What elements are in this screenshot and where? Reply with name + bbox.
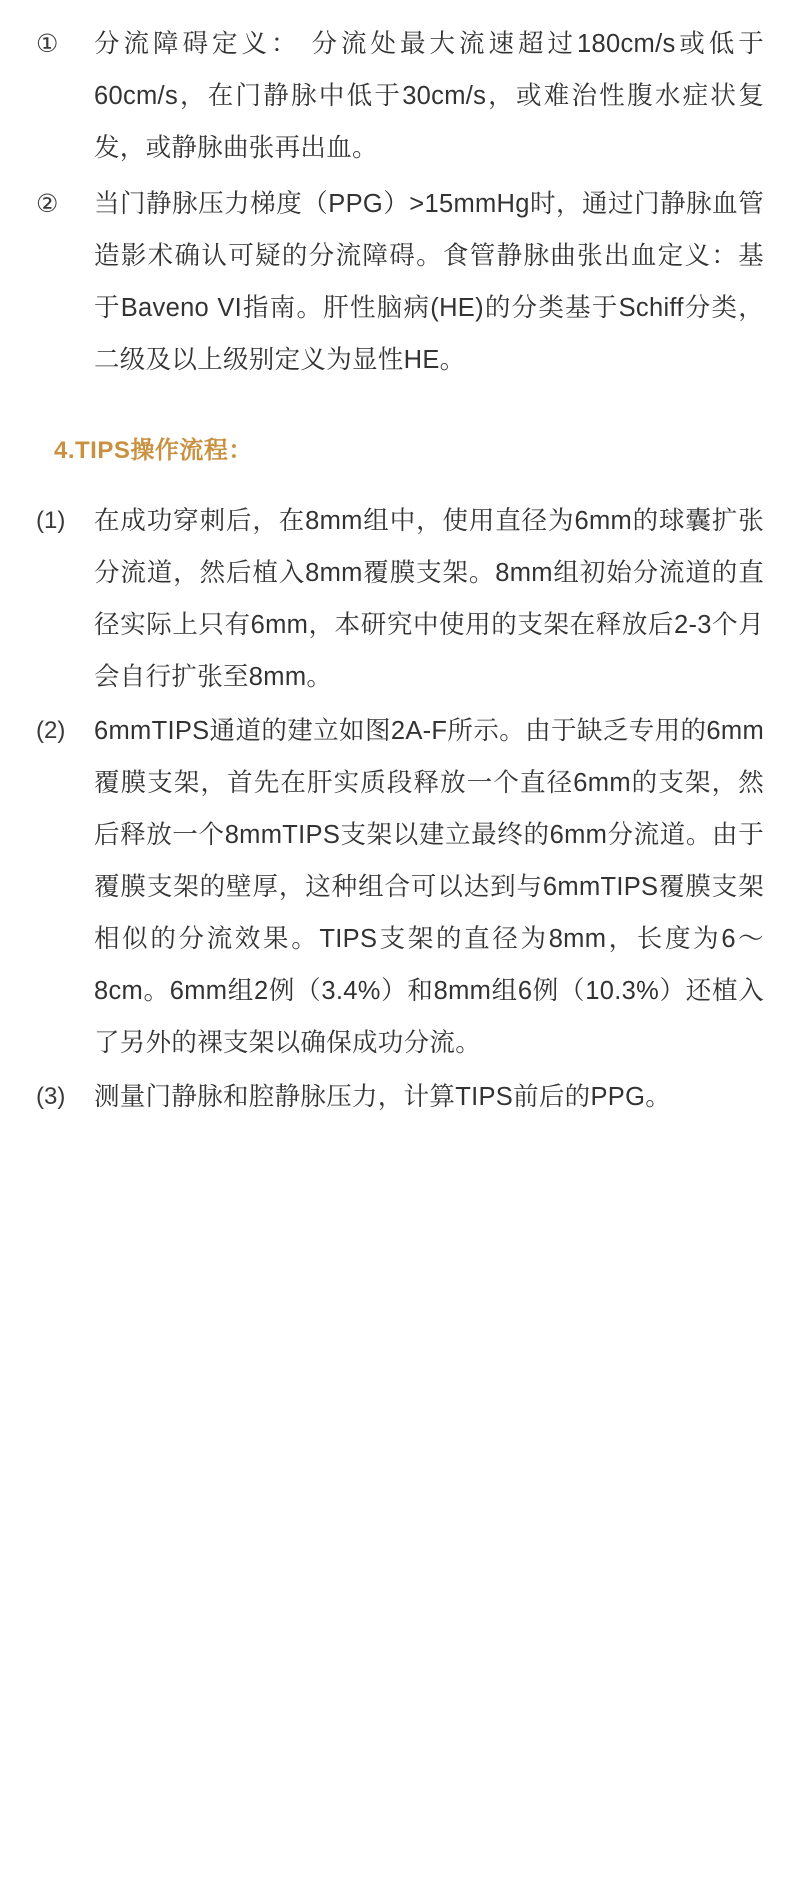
list-item bbox=[36, 705, 764, 1069]
procedure-steps-list bbox=[36, 495, 764, 1123]
list-item bbox=[36, 495, 764, 703]
list-item bbox=[36, 178, 764, 386]
list-marker: (1) bbox=[36, 507, 66, 534]
section-heading: 4.TIPS操作流程： bbox=[54, 437, 253, 464]
list-marker: ② bbox=[36, 190, 59, 218]
list-item-text: 分流障碍定义： 分流处最大流速超过180cm/s或低于60cm/s，在门静脉中低于30cm/s，或难治性腹水症状复发，或静脉曲张再出血。 bbox=[94, 30, 764, 162]
list-item bbox=[36, 18, 764, 174]
list-marker: (2) bbox=[36, 717, 66, 744]
list-marker: ① bbox=[36, 30, 59, 58]
list-marker: (3) bbox=[36, 1083, 66, 1110]
list-item-text: 在成功穿刺后，在8mm组中，使用直径为6mm的球囊扩张分流道，然后植入8mm覆膜支架。8mm组初始分流道的直径实际上只有6mm，本研究中使用的支架在释放后2-3个月会自行扩张至8mm。 bbox=[94, 507, 764, 691]
list-item bbox=[36, 1071, 764, 1123]
numbered-definition-list bbox=[36, 18, 764, 386]
list-item-text: 测量门静脉和腔静脉压力，计算TIPS前后的PPG。 bbox=[94, 1083, 672, 1111]
list-item-text: 6mmTIPS通道的建立如图2A-F所示。由于缺乏专用的6mm覆膜支架，首先在肝实质段释放一个直径6mm的支架，然后释放一个8mmTIPS支架以建立最终的6mm分流道。由于覆膜支架的壁厚，这种组合可以达到与6mmTIPS覆膜支架相似的分流效果。TIPS支架的直径为8mm，长度为6～8cm。6mm组2例（3.4%）和8mm组6例（10.3%）还植入了另外的裸支架以确保成功分流。 bbox=[94, 717, 764, 1057]
list-item-text: 当门静脉压力梯度（PPG）>15mmHg时，通过门静脉血管造影术确认可疑的分流障碍。食管静脉曲张出血定义：基于Baveno VI指南。肝性脑病(HE)的分类基于Schiff分类，二级及以上级别定义为显性HE。 bbox=[94, 190, 764, 374]
